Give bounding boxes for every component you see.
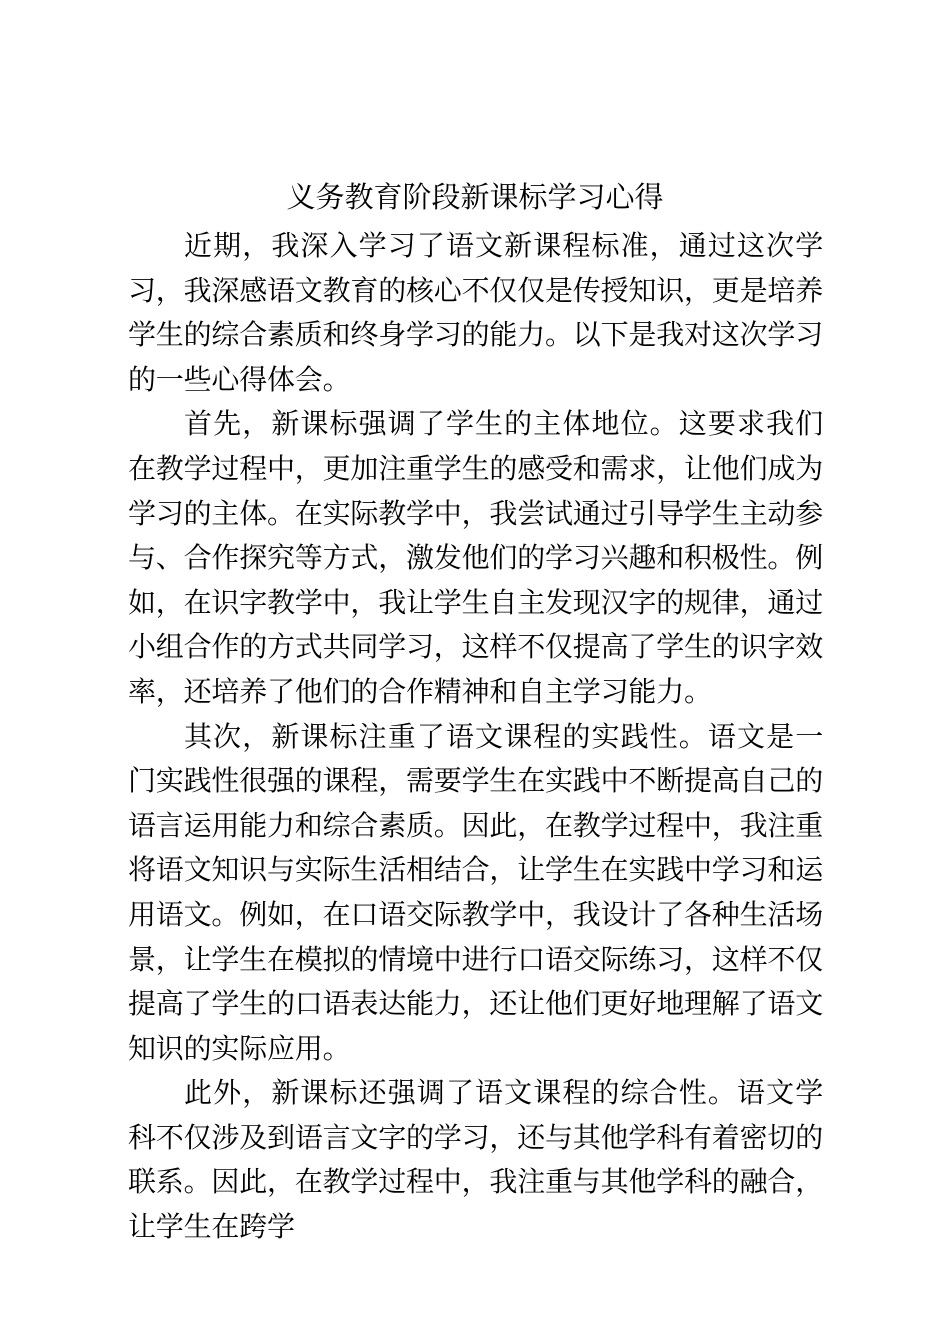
paragraph-3: 其次，新课标注重了语文课程的实践性。语文是一门实践性很强的课程，需要学生在实践中不断提高自己的语言运用能力和综合素质。因此，在教学过程中，我注重将语文知识与实际生活相结合，让学生在实践中学习和运用语文。例如，在口语交际教学中，我设计了各种生活场景，让学生在模拟的情境中进行口语交际练习，这样不仅提高了学生的口语表达能力，还让他们更好地理解了语文知识的实际应用。 — [128, 719, 824, 1065]
paragraph-2: 首先，新课标强调了学生的主体地位。这要求我们在教学过程中，更加注重学生的感受和需求，让他们成为学习的主体。在实际教学中，我尝试通过引导学生主动参与、合作探究等方式，激发他们的学习兴趣和积极性。例如，在识字教学中，我让学生自主发现汉字的规律，通过小组合作的方式共同学习，这样不仅提高了学生的识字效率，还培养了他们的合作精神和自主学习能力。 — [128, 407, 824, 708]
document-title: 义务教育阶段新课标学习心得 — [286, 180, 664, 214]
paragraph-4: 此外，新课标还强调了语文课程的综合性。语文学科不仅涉及到语言文字的学习，还与其他学科有着密切的联系。因此，在教学过程中，我注重与其他学科的融合，让学生在跨学 — [128, 1076, 824, 1244]
paragraph-1: 近期，我深入学习了语文新课程标准，通过这次学习，我深感语文教育的核心不仅仅是传授知识，更是培养学生的综合素质和终身学习的能力。以下是我对这次学习的一些心得体会。 — [128, 229, 824, 396]
document-body — [128, 224, 823, 1250]
